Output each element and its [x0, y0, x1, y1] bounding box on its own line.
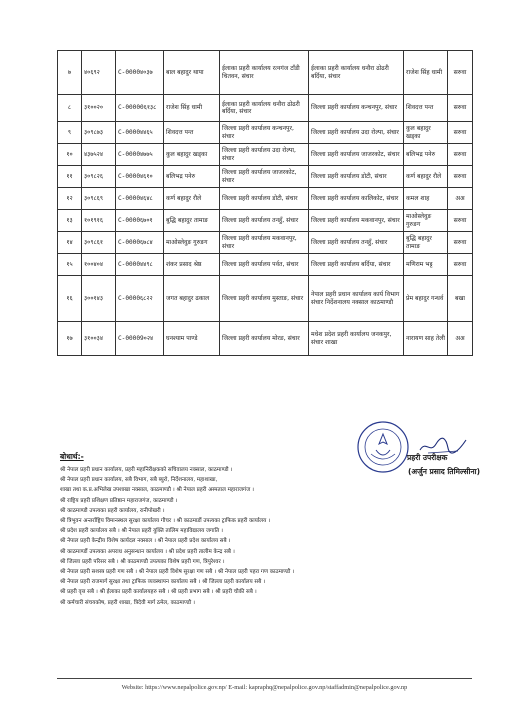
cell-sn: १४	[58, 232, 82, 254]
cell-replace: राजेश सिंह धामी	[404, 51, 448, 95]
cell-from: जिल्ला प्रहरी कार्यालय मकवानपुर, संचार	[220, 232, 309, 254]
cc-line: श्री कर्मचारी संचयकोष, प्रहरी शाखा, त्रिदेवी मार्ग ठमेल, काठमाण्डौ ।	[60, 599, 195, 606]
cell-to: मधेश प्रदेश प्रहरी कार्यालय जनकपुर, संचार शाखा	[309, 322, 404, 356]
cell-code: C-0000४४६५	[116, 122, 164, 144]
cell-from: जिल्ला प्रहरी कार्यालय डोटी, संचार	[220, 188, 309, 210]
cell-from: ईलाका प्रहरी कार्यालय धनौरा ढोढरी बर्दिया, संचार	[220, 95, 309, 122]
table-row	[58, 232, 473, 254]
cell-name: जगत बहादुर ढकाल	[164, 276, 220, 322]
cell-from: जिल्ला प्रहरी कार्यालय जाजरकोट, संचार	[220, 166, 309, 188]
table-row	[58, 322, 473, 356]
cell-to: जिल्ला प्रहरी कार्यालय बर्दिया, संचार	[309, 254, 404, 276]
cell-sn: १५	[58, 254, 82, 276]
cell-id: ३०९८६१	[82, 232, 116, 254]
cell-from: जिल्ला प्रहरी कार्यालय तनहुँ, संचार	[220, 210, 309, 232]
cell-to: जिल्ला प्रहरी कार्यालय मकवानपुर, संचार	[309, 210, 404, 232]
cell-from: जिल्ला प्रहरी कार्यालय मुस्ताङ, संचार	[220, 276, 309, 322]
cell-to: जिल्ला प्रहरी कार्यालय उदा रोल्पा, संचार	[309, 122, 404, 144]
table-row	[58, 51, 473, 95]
cell-status: सरुवा	[448, 95, 473, 122]
cell-from: जिल्ला प्रहरी कार्यालय उदा रोल्पा, संचार	[220, 144, 309, 166]
cell-sn: १६	[58, 276, 82, 322]
cell-code: C-0000६७०१	[116, 210, 164, 232]
cell-sn: ९	[58, 122, 82, 144]
cell-replace: बलिभद्र पनेरु	[404, 144, 448, 166]
cc-line: श्री जिल्ला प्रहरी परिसर सबै । श्री काठमाण्डौ उपत्यका विशेष प्रहरी गण, त्रिपुरेश्वर ।	[60, 558, 225, 565]
cell-code: C-0000४६१०	[116, 166, 164, 188]
cell-status: सरुवा	[448, 51, 473, 95]
cell-from: ईलाका प्रहरी कार्यालय रत्नगंज टाँडी चितवन, संचार	[220, 51, 309, 95]
cell-code: C-0000४७७५	[116, 144, 164, 166]
footer-contact: Website: https://www.nepalpolice.gov.np/ E-mail: kapraphq@nepalpolice.gov.np/staffadmin@nepalpolice.gov.np	[121, 684, 408, 691]
cell-replace: कर्ण बहादुर रौले	[404, 166, 448, 188]
cell-to: जिल्ला प्रहरी कार्यालय कन्चनपुर, संचार	[309, 95, 404, 122]
cc-line: श्री नेपाल प्रहरी प्रधान कार्यालय, सबै विभाग, सबै ब्युरो, निर्देशनालय, महाशाखा,	[60, 477, 218, 484]
cell-code: C-0000४०३७	[116, 51, 164, 95]
cell-id: ३०९८७३	[82, 122, 116, 144]
cell-name: बुद्धि बहादुर तामाङ	[164, 210, 220, 232]
cell-id: ४३७५२४	[82, 144, 116, 166]
cell-from: जिल्ला प्रहरी कार्यालय मोरङ, संचार	[220, 322, 309, 356]
table-row	[58, 210, 473, 232]
table-row	[58, 188, 473, 210]
cell-id: ३००१४३	[82, 276, 116, 322]
cell-name: माओस्लेवुङ गुरुङग	[164, 232, 220, 254]
cell-replace: प्रेम बहादुर गन्धर्व	[404, 276, 448, 322]
cell-to: जिल्ला प्रहरी कार्यालय डोटी, संचार	[309, 166, 404, 188]
cell-code: C-0000६७८४	[116, 232, 164, 254]
cc-line: श्री नेपाल प्रहरी सशस्त्र प्रहरी गण सबै । श्री नेपाल प्रहरी विशेष सुरक्षा गण सबै । श्री नेपाल प्रहरी पहरा गण काठमाण्डौ ।	[60, 569, 295, 576]
table-row	[58, 122, 473, 144]
cell-code: C-00000६१३८	[116, 95, 164, 122]
notice-title: बोधार्थ:-	[60, 452, 84, 461]
cell-to: नेपाल प्रहरी प्रधान कार्यालय कार्य विभाग संचार निर्देशनालय नक्साल काठमाण्डौ	[309, 276, 404, 322]
signatory-name: (अर्जुन प्रसाद तिमिल्सीना)	[408, 467, 481, 476]
footer-divider	[57, 678, 472, 679]
cell-status: सरुवा	[448, 166, 473, 188]
cell-code: C-00009०२४	[116, 322, 164, 356]
cell-replace: कुल बहादुर खड्का	[404, 122, 448, 144]
cell-name: कर्ण बहादुर रौले	[164, 188, 220, 210]
cell-id: १०१९१६	[82, 210, 116, 232]
cell-to: जिल्ला प्रहरी कार्यालय जाजरकोट, संचार	[309, 144, 404, 166]
cc-line: श्री नेपाल प्रहरी राजमार्ग सुरक्षा तथा ट्राफिक व्यवस्थापन कार्यालय सबै । श्री जिल्ला प्रहरी कार्यालय सबै ।	[60, 579, 266, 586]
cell-id: ३१००३४	[82, 322, 116, 356]
cc-line: श्री प्रदेश प्रहरी कार्यालय सबै । श्री नेपाल प्रहरी युक्ति तालिम महाविद्यालय जगाति ।	[60, 528, 223, 535]
cell-replace: बुद्धि बहादुर तामाङ	[404, 232, 448, 254]
cc-line: श्री राष्ट्रिय प्रहरी प्रशिक्षण प्रतिष्ठान महाराजगंज, काठमाण्डौ ।	[60, 497, 178, 504]
cell-replace: नारायण साह तेली	[404, 322, 448, 356]
cell-status: सरुवा	[448, 144, 473, 166]
cell-to: जिल्ला प्रहरी कार्यालय कालिकोट, संचार	[309, 188, 404, 210]
cell-name: शिवदत्त पन्त	[164, 122, 220, 144]
table-row	[58, 276, 473, 322]
table-row	[58, 95, 473, 122]
cell-status: सरुवा	[448, 254, 473, 276]
cell-replace: मणिराम भट्ट	[404, 254, 448, 276]
cell-sn: १३	[58, 210, 82, 232]
transfer-table	[57, 50, 473, 356]
cell-from: जिल्ला प्रहरी कार्यालय कन्चनपुर, संचार	[220, 122, 309, 144]
cc-line: श्री त्रिभुवन अन्तर्राष्ट्रिय विमानस्थल सुरक्षा कार्यालय गौचर । श्री काठमाडौं उपत्यका ट्राफिक प्रहरी कार्यालय ।	[60, 518, 271, 525]
cell-to: ईलाका प्रहरी कार्यालय धनौरा ढोढरी बर्दिया, संचार	[309, 51, 404, 95]
cell-status: सरुवा	[448, 210, 473, 232]
cell-id: ३०९८२६	[82, 166, 116, 188]
cc-line: श्री काठमाण्डौं उपत्यका अपराध अनुसन्धान कार्यालय । श्री प्रदेश प्रहरी तालीम केन्द्र सबै ।	[60, 548, 235, 555]
cc-line: श्री नेपाल प्रहरी प्रधान कार्यालय, प्रहरी महानिरीक्षकको सचिवालय नक्साल, काठमाण्डौ ।	[60, 467, 233, 473]
cell-name: कुल बहादुर खड्का	[164, 144, 220, 166]
cell-id: ४०६९२	[82, 51, 116, 95]
cc-line: श्री काठमाण्डौ उपत्यका प्रहरी कार्यालय, रानीपोखरी ।	[60, 507, 165, 514]
cell-status: बखा	[448, 276, 473, 322]
cell-sn: १२	[58, 188, 82, 210]
cell-id: ३०९८६९	[82, 188, 116, 210]
table-body	[58, 51, 473, 356]
cell-name: शंकर प्रसाद श्रेष्ठ	[164, 254, 220, 276]
cell-status: अअ	[448, 188, 473, 210]
cell-sn: १०	[58, 144, 82, 166]
cell-sn: ११	[58, 166, 82, 188]
cc-line: श्री प्रहरी वृत्त सबै । श्री ईलाका प्रहरी कार्यालयहरु सबै । श्री प्रहरी प्रभाग सबै । श्री प्रहरी चौकी सबै ।	[60, 589, 257, 596]
cell-to: जिल्ला प्रहरी कार्यालय तनहुँ, संचार	[309, 232, 404, 254]
cell-status: सरुवा	[448, 122, 473, 144]
cell-replace: कमल शाह	[404, 188, 448, 210]
table-row	[58, 144, 473, 166]
cell-name: बाल बहादुर थापा	[164, 51, 220, 95]
cc-line: शाखा तथा क.प्र.अभिलेख उपशाखा नक्साल, काठमाण्डौ । श्री नेपाल प्रहरी अस्पताल महाराजगंज ।	[60, 487, 254, 494]
table-row	[58, 166, 473, 188]
cell-status: सरुवा	[448, 232, 473, 254]
table-row	[58, 254, 473, 276]
cell-status: अअ	[448, 322, 473, 356]
cell-sn: ८	[58, 95, 82, 122]
cell-from: जिल्ला प्रहरी कार्यालय पर्वत, संचार	[220, 254, 309, 276]
cell-name: घनश्याम पाण्डे	[164, 322, 220, 356]
official-seal-icon	[356, 420, 410, 474]
cc-list	[60, 465, 480, 608]
cell-replace: माओस्लेवुङ गुरुङग	[404, 210, 448, 232]
cell-code: C-0000४६४८	[116, 188, 164, 210]
cell-sn: ७	[58, 51, 82, 95]
cell-replace: शिवदत्त पन्त	[404, 95, 448, 122]
cell-code: C-0000६८२२	[116, 276, 164, 322]
cell-name: राजेश सिंह धामी	[164, 95, 220, 122]
cell-id: ३१००२०	[82, 95, 116, 122]
cell-id: १००४०४	[82, 254, 116, 276]
signatory-title: प्रहरी उपरीक्षक	[407, 453, 448, 462]
cc-line: श्री नेपाल प्रहरी केन्द्रीय विशेष कार्यदल नक्साल । श्री नेपाल प्रहरी प्रदेश कार्यालय सबै ।	[60, 538, 231, 545]
cell-name: बलिभद्र पनेरु	[164, 166, 220, 188]
cell-code: C-0000४४९८	[116, 254, 164, 276]
cell-sn: १७	[58, 322, 82, 356]
